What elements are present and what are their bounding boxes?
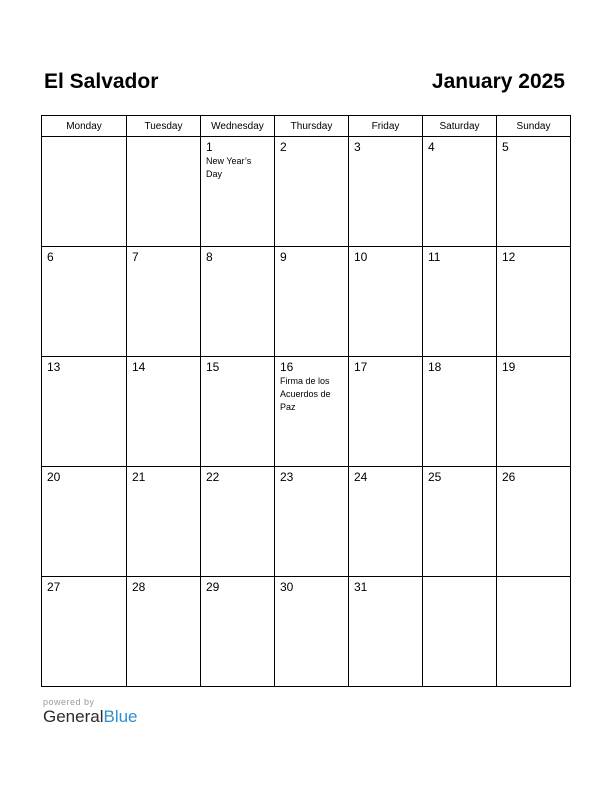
day-cell: [497, 137, 571, 247]
day-cell: [275, 467, 349, 577]
day-number: 28: [132, 580, 146, 594]
day-number: 16: [280, 360, 294, 374]
weekday-header-row: [42, 116, 571, 137]
footer-branding: [43, 697, 138, 727]
weekday-header: Saturday: [423, 116, 497, 137]
day-number: 30: [280, 580, 294, 594]
day-cell: [423, 137, 497, 247]
week-row: [42, 577, 571, 687]
day-cell: [201, 357, 275, 467]
day-number: 14: [132, 360, 146, 374]
day-number: 20: [47, 470, 61, 484]
day-cell: [349, 357, 423, 467]
powered-by-text: powered by: [43, 697, 95, 707]
day-cell: [349, 247, 423, 357]
day-cell: [127, 467, 201, 577]
day-number: 5: [502, 140, 509, 154]
month-year-title: January 2025: [431, 70, 565, 93]
day-number: 11: [428, 250, 441, 264]
day-cell: [423, 357, 497, 467]
day-cell: [127, 357, 201, 467]
day-number: 24: [354, 470, 368, 484]
week-row: [42, 137, 571, 247]
day-number: 6: [47, 250, 54, 264]
generalblue-logo: [43, 707, 138, 727]
weekday-header: Friday: [349, 116, 423, 137]
day-number: 9: [280, 250, 287, 264]
day-number: 3: [354, 140, 361, 154]
day-number: 25: [428, 470, 442, 484]
day-number: 8: [206, 250, 213, 264]
day-cell: [497, 247, 571, 357]
day-cell: [275, 247, 349, 357]
day-cell: [497, 467, 571, 577]
day-number: 17: [354, 360, 368, 374]
day-number: 4: [428, 140, 435, 154]
day-cell: [127, 577, 201, 687]
weekday-header: Monday: [42, 116, 127, 137]
week-row: [42, 357, 571, 467]
day-number: 2: [280, 140, 287, 154]
holiday-label: Firma de los Acuerdos de Paz: [280, 376, 331, 412]
day-number: 12: [502, 250, 516, 264]
holiday-label: New Year’s Day: [206, 156, 252, 179]
day-cell: [201, 467, 275, 577]
day-cell: [349, 137, 423, 247]
day-cell: [275, 137, 349, 247]
day-cell: [42, 357, 127, 467]
country-title: El Salvador: [44, 70, 159, 93]
day-cell: [127, 247, 201, 357]
day-cell: [497, 577, 571, 687]
day-number: 22: [206, 470, 220, 484]
day-cell: [42, 577, 127, 687]
day-cell: [275, 577, 349, 687]
day-number: 1: [206, 140, 213, 154]
day-number: 29: [206, 580, 220, 594]
day-number: 7: [132, 250, 139, 264]
day-cell: [201, 137, 275, 247]
day-cell: [201, 577, 275, 687]
day-cell: [497, 357, 571, 467]
week-row: [42, 247, 571, 357]
day-cell: [42, 247, 127, 357]
day-cell: [423, 577, 497, 687]
day-number: 27: [47, 580, 61, 594]
day-number: 23: [280, 470, 294, 484]
day-cell: [275, 357, 349, 467]
day-number: 18: [428, 360, 442, 374]
day-cell: [42, 467, 127, 577]
calendar-grid: [41, 115, 571, 687]
day-cell: [349, 577, 423, 687]
weekday-header: Wednesday: [201, 116, 275, 137]
day-cell: [423, 247, 497, 357]
logo-general: General: [43, 707, 104, 726]
week-row: [42, 467, 571, 577]
weekday-header: Thursday: [275, 116, 349, 137]
day-cell: [423, 467, 497, 577]
weekday-header: Tuesday: [127, 116, 201, 137]
day-number: 21: [132, 470, 146, 484]
day-cell: [201, 247, 275, 357]
weekday-header: Sunday: [497, 116, 571, 137]
day-cell: [349, 467, 423, 577]
day-number: 13: [47, 360, 61, 374]
day-number: 10: [354, 250, 368, 264]
logo-blue: Blue: [103, 707, 138, 726]
day-cell: [127, 137, 201, 247]
day-cell: [42, 137, 127, 247]
day-number: 31: [354, 580, 368, 594]
day-number: 26: [502, 470, 516, 484]
day-number: 15: [206, 360, 220, 374]
day-number: 19: [502, 360, 516, 374]
